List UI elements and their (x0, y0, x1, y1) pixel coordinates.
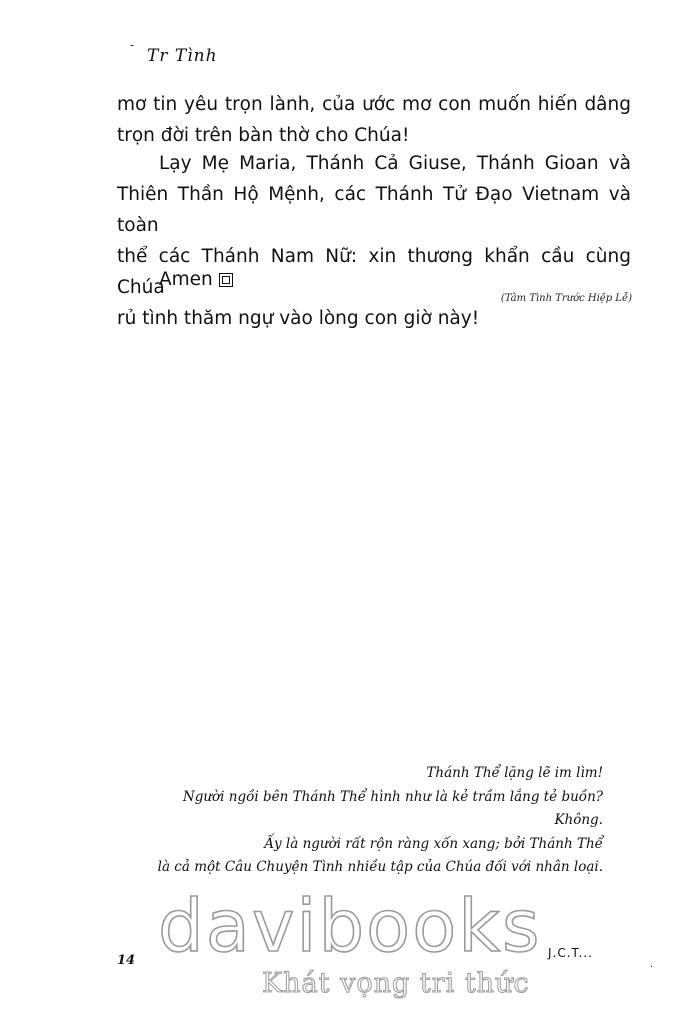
end-of-text-icon (219, 273, 233, 287)
corner-mark: - (130, 38, 135, 52)
signature: J.C.T... (548, 946, 593, 960)
paragraph-line: Lạy Mẹ Maria, Thánh Cả Giuse, Thánh Gioan và (159, 153, 631, 174)
paragraph-line: thể các Thánh Nam Nữ: xin thương khẩn cầu cùng Chúa (117, 246, 631, 298)
source-citation: (Tâm Tình Trước Hiệp Lễ) (500, 293, 632, 304)
paragraph-line: trọn đời trên bàn thờ cho Chúa! (117, 125, 410, 146)
page-number: 14 (117, 953, 136, 968)
paragraph-line: Thiên Thần Hộ Mệnh, các Thánh Tử Đạo Vietnam và toàn (117, 184, 631, 236)
poem-line: Ấy là người rất rộn ràng xốn xang; bởi Thánh Thể (264, 835, 603, 852)
paragraph-prayer (117, 148, 631, 334)
poem-line: Người ngồi bên Thánh Thể hình như là kẻ trầm lắng tẻ buồn? (182, 788, 603, 805)
stray-mark: · (650, 962, 654, 973)
watermark-logo: davibooks (158, 884, 542, 968)
poem-line: Không. (554, 812, 603, 828)
paragraph-continued (117, 89, 631, 151)
poem-line: Thánh Thể lặng lẽ im lìm! (426, 765, 603, 781)
poem-line: là cả một Câu Chuyện Tình nhiều tập của Chúa đối với nhân loại. (157, 859, 603, 875)
poem-quote (123, 762, 603, 880)
running-head: Tr Tình (147, 46, 218, 66)
paragraph-line: mơ tin yêu trọn lành, của ước mơ con muốn hiến dâng (117, 94, 631, 115)
amen-line (159, 264, 233, 295)
watermark-tagline: Khát vọng tri thức (262, 968, 530, 999)
amen-text: Amen (159, 269, 213, 290)
paragraph-line: rủ tình thăm ngự vào lòng con giờ này! (117, 308, 480, 329)
